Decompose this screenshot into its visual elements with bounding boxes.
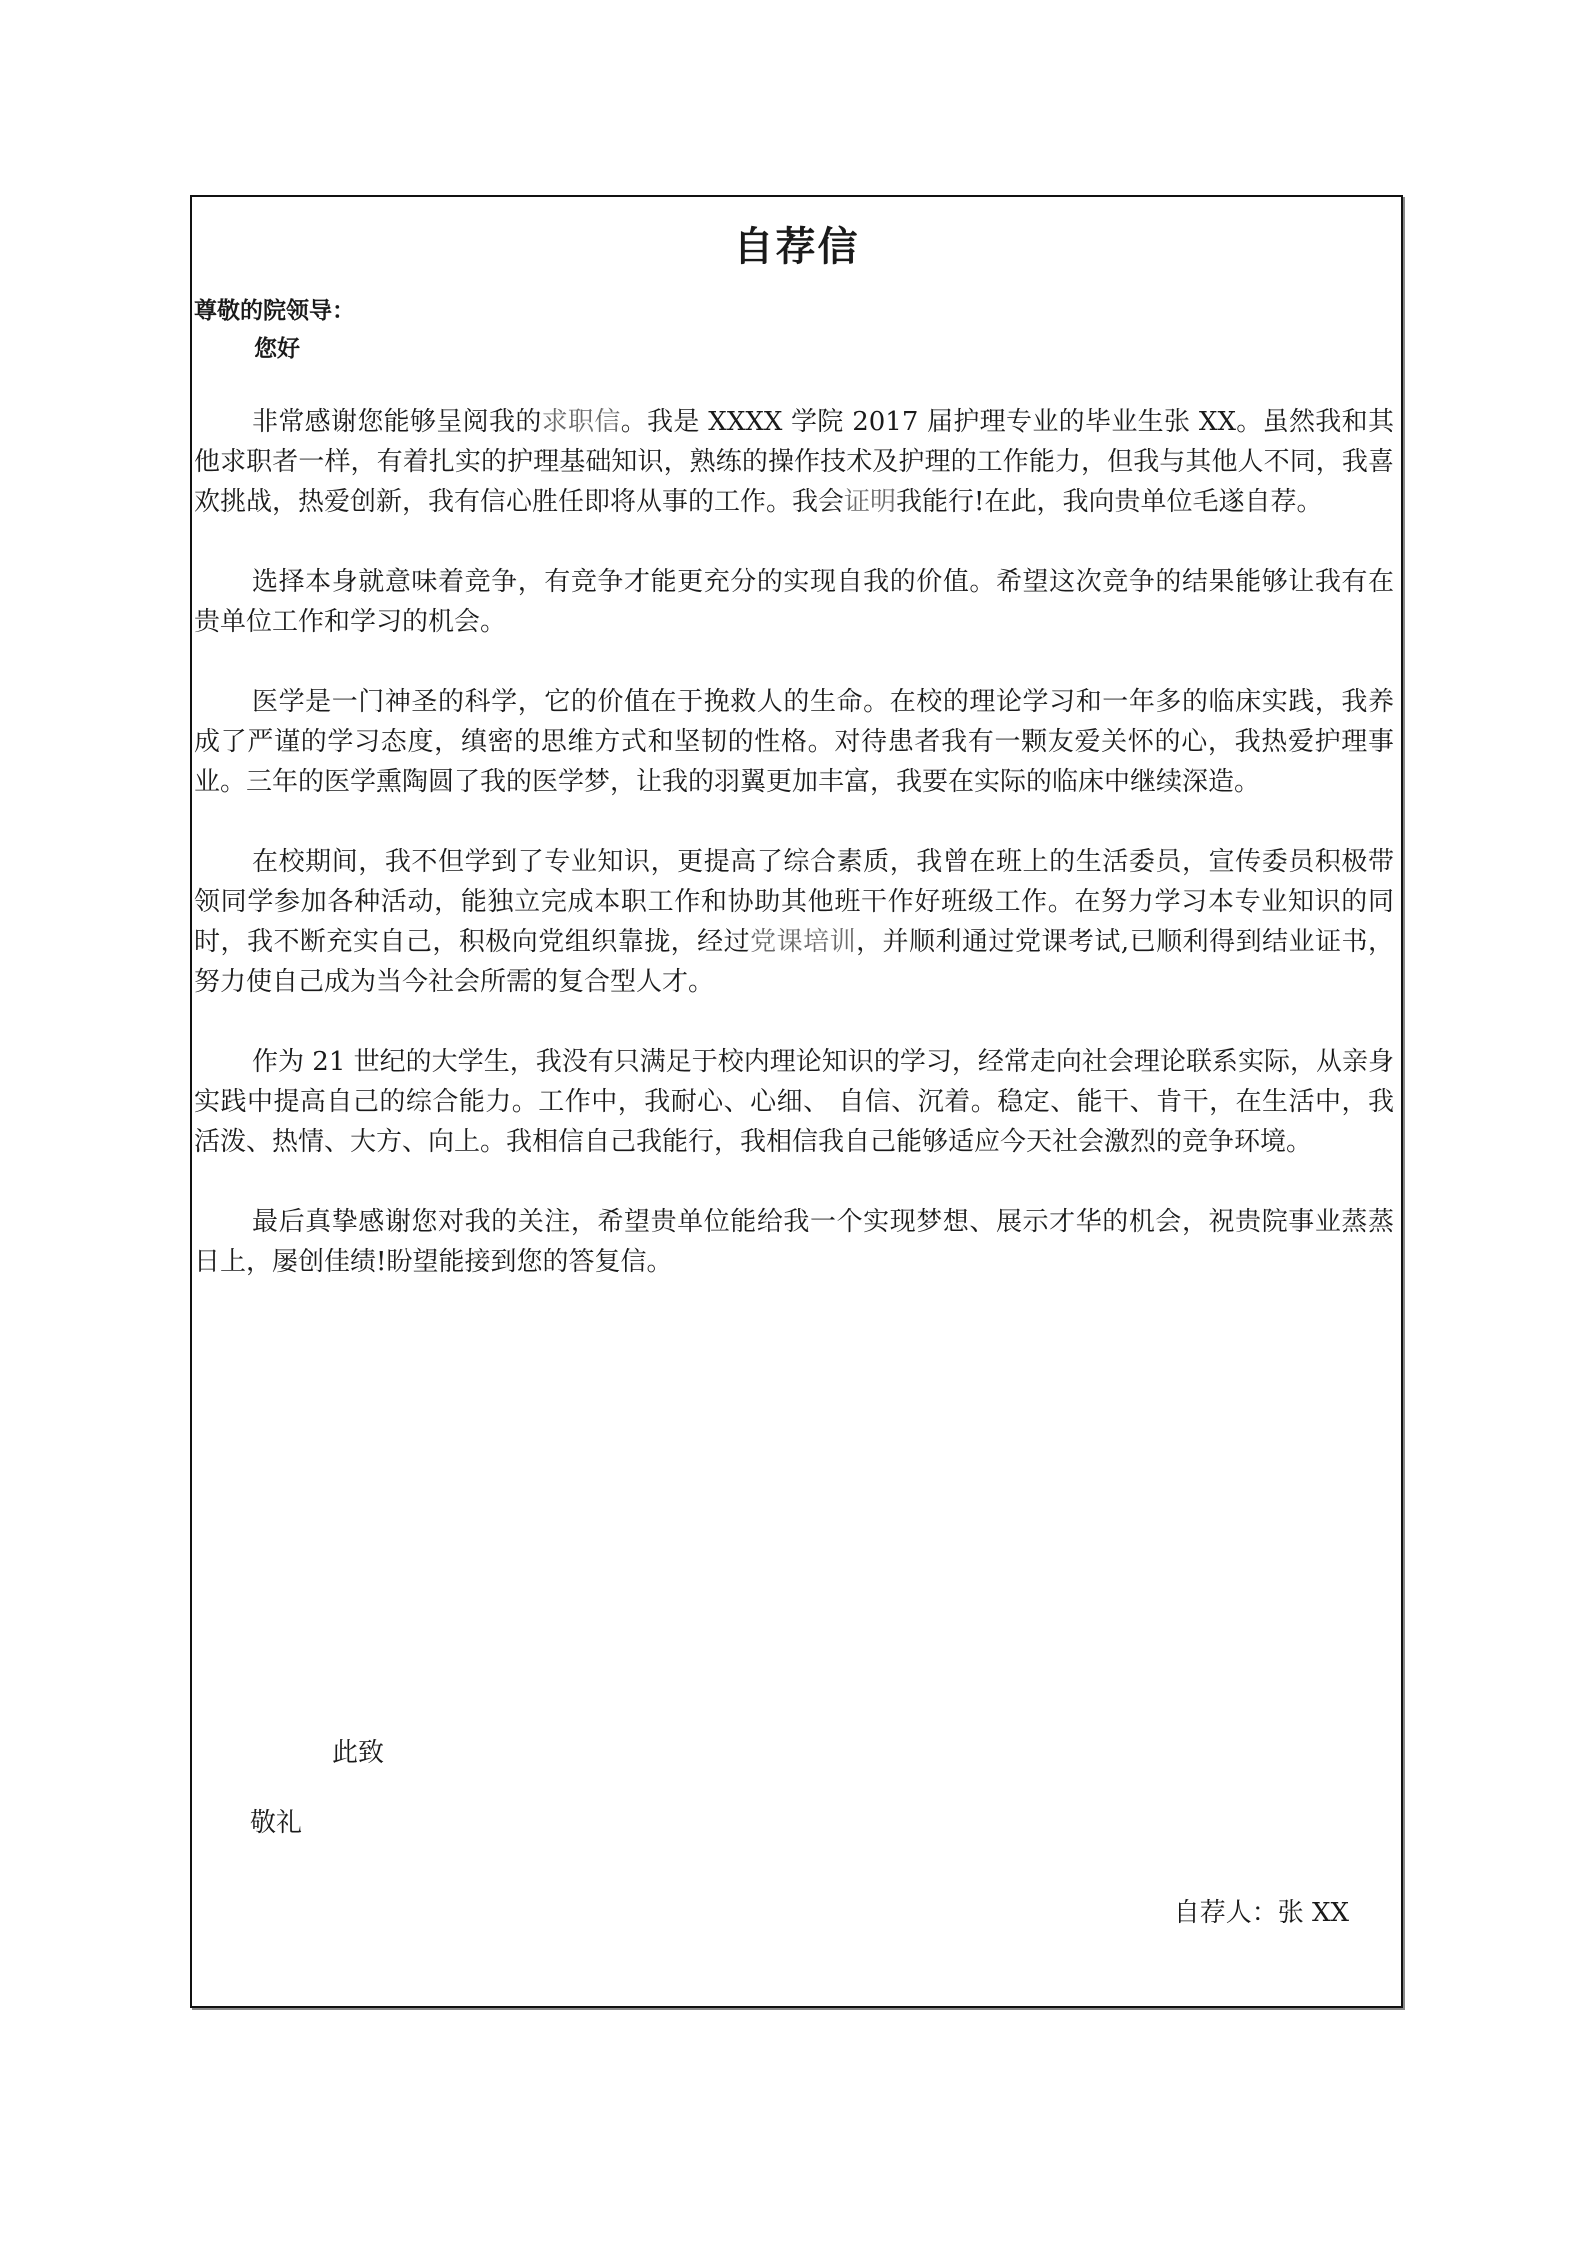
letter-body [194, 402, 1394, 1322]
paragraph-student: 作为 21 世纪的大学生，我没有只满足于校内理论知识的学习，经常走向社会理论联系实际，从亲身实践中提高自己的综合能力。工作中，我耐心、心细、 自信、沉着。稳定、能干、肯干，在生活中，我活泼、热情、大方、向上。我相信自己我能行，我相信我自己能够适应今天社会激烈的竞争环境。 [194, 1047, 1394, 1157]
signature: 自荐人：张 XX [1173, 1898, 1349, 1928]
salutation: 尊敬的院领导： [194, 297, 355, 324]
paragraph-competition: 选择本身就意味着竞争，有竞争才能更充分的实现自我的价值。希望这次竞争的结果能够让我有在贵单位工作和学习的机会。 [194, 567, 1394, 637]
closing: 此致 [332, 1738, 385, 1768]
paragraph-intro-text-b: 。我是 XXXX 学院 2017 届护理专业的毕业生张 XX。虽然我和其他求职者一样，有着扎实的护理基础知识，熟练的操作技术及护理的工作能力，但我与其他人不同，我喜欢挑战，热爱创新，我有信心胜任即将从事的工作。我会 [194, 407, 1394, 517]
paragraph-intro-text-c: 我能行!在此，我向贵单位毛遂自荐。 [896, 487, 1323, 517]
paragraph-thanks: 最后真挚感谢您对我的关注，希望贵单位能给我一个实现梦想、展示才华的机会，祝贵院事业蒸蒸日上，屡创佳绩!盼望能接到您的答复信。 [194, 1207, 1394, 1277]
letter-title: 自荐信 [733, 223, 860, 270]
paragraph-school [194, 842, 1394, 1002]
party-course-link[interactable]: 党课培训 [750, 927, 857, 957]
regards: 敬礼 [250, 1808, 303, 1838]
prove-link[interactable]: 证明 [844, 487, 897, 517]
paragraph-intro-text-a: 非常感谢您能够呈阅我的 [252, 407, 542, 437]
paragraph-school-text-a: 在校期间，我不但学到了专业知识，更提高了综合素质，我曾在班上的生活委员，宣传委员积极带领同学参加各种活动，能独立完成本职工作和协助其他班干作好班级工作。在努力学习本专业知识的同时，我不断充实自己，积极向党组织靠拢，经过 [194, 847, 1394, 957]
greeting: 您好 [254, 335, 300, 362]
letter-frame [190, 195, 1403, 2008]
paragraph-medicine: 医学是一门神圣的科学，它的价值在于挽救人的生命。在校的理论学习和一年多的临床实践，我养成了严谨的学习态度，缜密的思维方式和坚韧的性格。对待患者我有一颗友爱关怀的心，我热爱护理事业。三年的医学熏陶圆了我的医学梦，让我的羽翼更加丰富，我要在实际的临床中继续深造。 [194, 687, 1394, 797]
cover-letter-link[interactable]: 求职信 [541, 407, 621, 437]
paragraph-intro [194, 402, 1394, 522]
paragraph-school-text-b: ，并顺利通过党课考试,已顺利得到结业证书，努力使自己成为当今社会所需的复合型人才。 [194, 927, 1394, 997]
